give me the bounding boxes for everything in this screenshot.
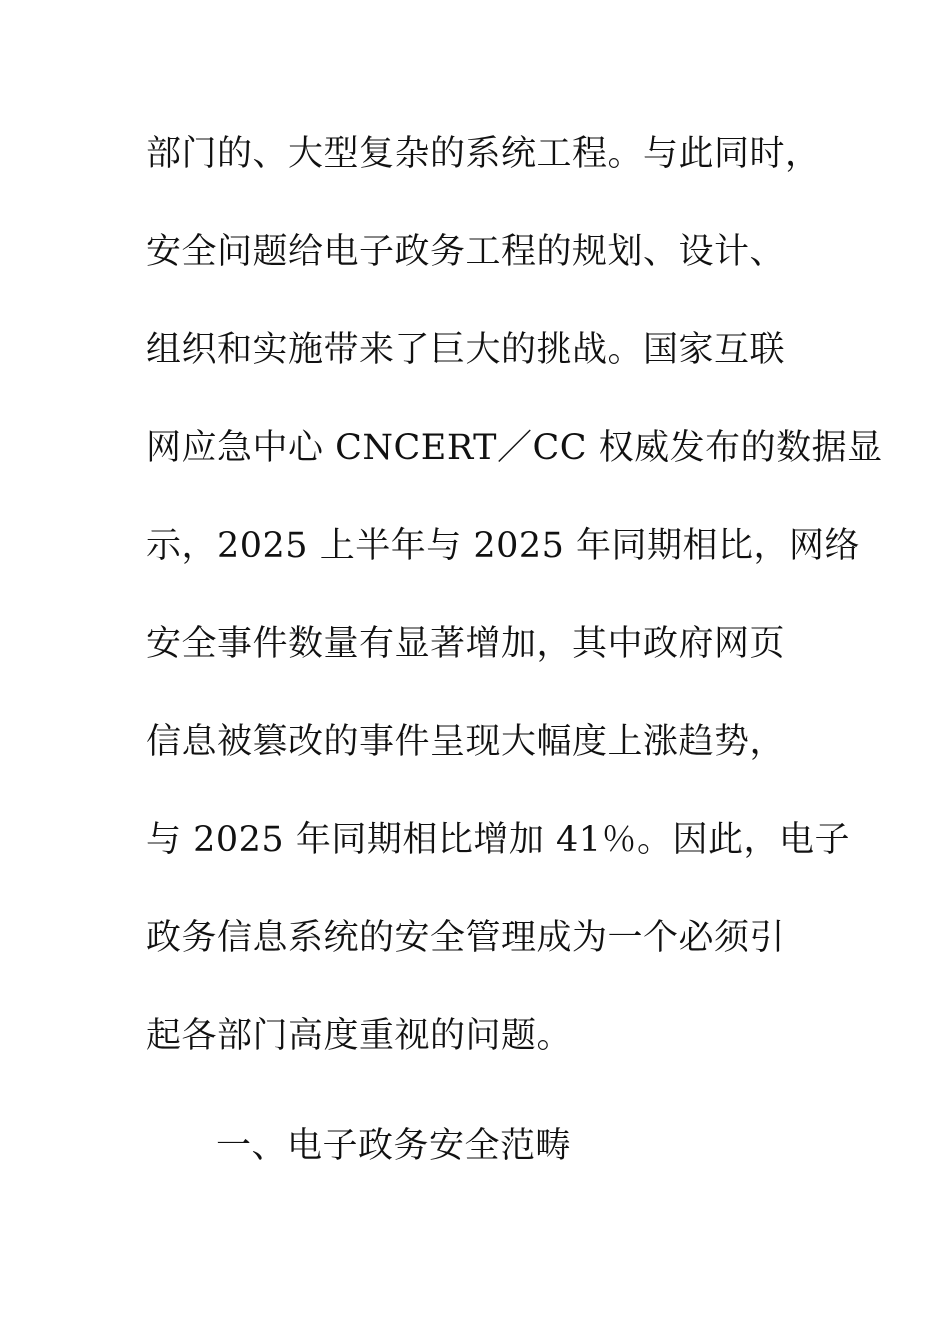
- paragraph-line: 网应急中心 CNCERT／CC 权威发布的数据显: [146, 428, 883, 468]
- paragraph-line: 组织和实施带来了巨大的挑战。国家互联: [146, 330, 786, 370]
- paragraph-line: 起各部门高度重视的问题。: [146, 1016, 573, 1056]
- paragraph-line: 与 2025 年同期相比增加 41％。因此，电子: [146, 820, 850, 860]
- paragraph-line: 部门的、大型复杂的系统工程。与此同时，: [146, 134, 821, 174]
- paragraph-line: 安全事件数量有显著增加，其中政府网页: [146, 624, 786, 664]
- paragraph-line: 安全问题给电子政务工程的规划、设计、: [146, 232, 786, 272]
- paragraph-line: 政务信息系统的安全管理成为一个必须引: [146, 918, 786, 958]
- paragraph-line: 信息被篡改的事件呈现大幅度上涨趋势，: [146, 722, 786, 762]
- body-paragraph: [146, 128, 883, 1108]
- paragraph-line: 示，2025 上半年与 2025 年同期相比，网络: [146, 526, 861, 566]
- section-heading: 一、电子政务安全范畴: [216, 1126, 572, 1166]
